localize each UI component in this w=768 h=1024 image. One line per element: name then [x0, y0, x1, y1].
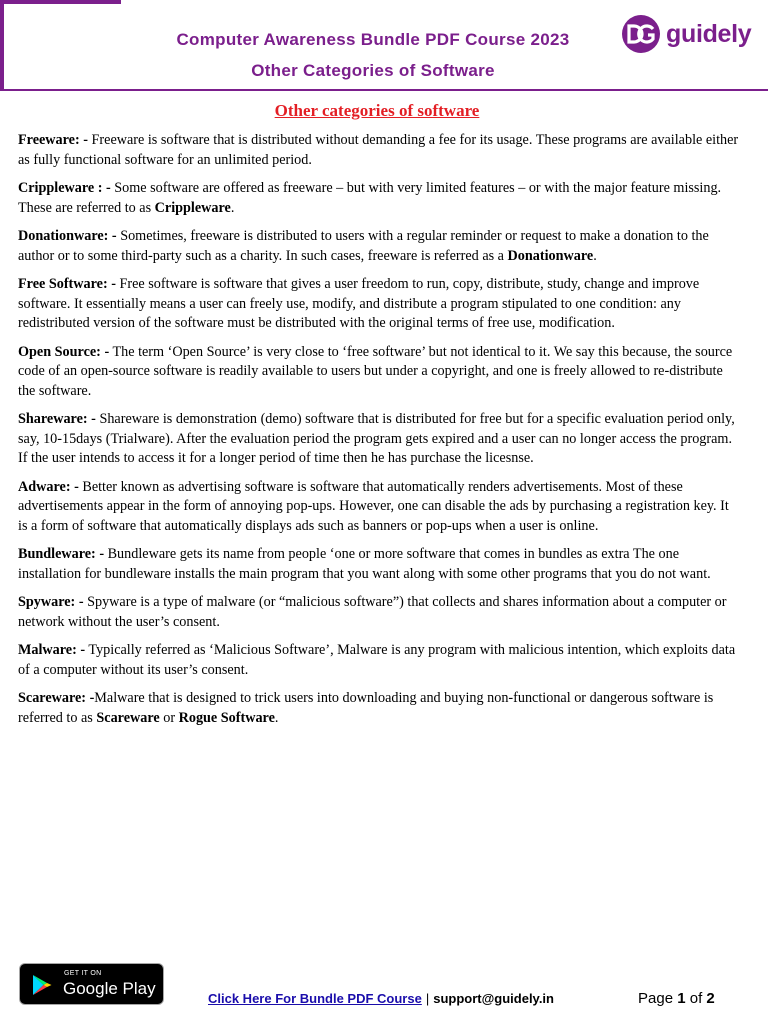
- definition-term: Free Software: -: [18, 276, 116, 292]
- footer-links: [208, 991, 554, 1006]
- definition-paragraph: [18, 641, 740, 680]
- emphasized-term: Donationware: [507, 247, 594, 264]
- google-play-badge[interactable]: [19, 963, 164, 1005]
- definition-paragraph: [18, 131, 740, 170]
- definition-text: Typically referred as ‘Malicious Software’, Malware is any program with malicious intention, which exploits data of a computer without its user’s consent.: [18, 642, 736, 678]
- header-corner-accent-horizontal: [0, 0, 121, 4]
- emphasized-term: Rogue Software: [178, 709, 275, 726]
- page-label: Page: [638, 990, 674, 1007]
- definition-text: Malware that is designed to trick users into downloading and buying non-functional or dangerous software is referred to as: [18, 690, 714, 726]
- definition-paragraph: [18, 275, 740, 334]
- definition-paragraph: [18, 227, 740, 266]
- badge-google-play: Google Play: [63, 979, 156, 998]
- definition-term: Shareware: -: [18, 411, 96, 427]
- guidely-logo[interactable]: [622, 15, 751, 53]
- definition-text: Spyware is a type of malware (or “malicious software”) that collects and shares information about a computer or network without the user’s consent.: [18, 594, 727, 630]
- definition-text: Some software are offered as freeware – but with very limited features – or with the major feature missing. These are referred to as: [18, 180, 722, 216]
- document-heading: Other categories of software: [274, 101, 480, 120]
- header-divider: [0, 89, 768, 91]
- dg-mark-icon: [626, 23, 656, 45]
- footer-separator: |: [425, 991, 430, 1006]
- definition-text: The term ‘Open Source’ is very close to ‘free software’ but not identical to it. We say this because, the source code of an open-source software is readily available to users but under a copyright, and one is freely allowed to re-distribute the software.: [18, 343, 733, 399]
- document-body: [18, 131, 740, 737]
- section-title: Other Categories of Software: [251, 61, 495, 80]
- definition-text: or: [159, 709, 179, 726]
- definition-text: .: [593, 247, 597, 264]
- definition-term: Scareware: -: [18, 690, 95, 706]
- definition-term: Donationware: -: [18, 228, 117, 244]
- guidely-logo-icon: [622, 15, 660, 53]
- page-current: 1: [677, 990, 686, 1007]
- definition-paragraph: [18, 179, 740, 218]
- definition-paragraph: [18, 593, 740, 632]
- definition-term: Spyware: -: [18, 594, 84, 610]
- definition-text: Freeware is software that is distributed without demanding a fee for its usage. These programs are available either as fully functional software for an unlimited period.: [18, 132, 739, 168]
- definition-paragraph: [18, 410, 740, 469]
- definition-paragraph: [18, 343, 740, 402]
- definition-text: .: [274, 709, 279, 726]
- definition-text: Free software is software that gives a user freedom to run, copy, distribute, study, change and improve software. It essentially means a user can freely use, modify, and distribute a program stipulated to one condition: any redistributed version of the software must be distributed with the original terms of free use, modification.: [18, 276, 700, 331]
- definition-paragraph: [18, 689, 740, 728]
- course-title: Computer Awareness Bundle PDF Course 2023: [176, 30, 570, 49]
- definition-text: Better known as advertising software is software that automatically renders advertisements. Most of these advertisements appear in the form of annoying pop-ups. However, one can disable the ads by purchasing a registration key. It is a form of software that automatically displays ads such as banners or pop-ups when a user is online.: [18, 478, 729, 534]
- page-of: of: [689, 990, 703, 1007]
- emphasized-term: Crippleware: [154, 199, 231, 216]
- definition-text: .: [230, 199, 235, 216]
- support-email[interactable]: support@guidely.in: [433, 991, 554, 1006]
- badge-get-it-on: GET IT ON: [64, 970, 102, 977]
- emphasized-term: Scareware: [96, 709, 160, 726]
- guidely-logo-text: guidely: [666, 19, 752, 48]
- google-play-icon: [30, 973, 54, 997]
- page-total: 2: [706, 990, 715, 1007]
- definition-term: Crippleware : -: [18, 180, 111, 196]
- bundle-pdf-link[interactable]: Click Here For Bundle PDF Course: [208, 991, 422, 1006]
- definition-text: Shareware is demonstration (demo) software that is distributed for free but for a specific evaluation period only, say, 10-15days (Trialware). After the evaluation period the program gets expired and a user can no longer access the program. If the user intends to access it for a longer period of time then he has purchase the licesnse.: [18, 411, 735, 466]
- definition-paragraph: [18, 478, 740, 537]
- definition-text: Sometimes, freeware is distributed to users with a regular reminder or request to make a donation to the author or to some third-party such as a charity. In such cases, freeware is referred as a: [18, 228, 709, 264]
- definition-term: Freeware: -: [18, 132, 88, 148]
- definition-term: Bundleware: -: [18, 546, 105, 562]
- page-number: [638, 990, 715, 1007]
- page-header: [0, 0, 768, 92]
- definition-term: Open Source: -: [18, 343, 110, 360]
- definition-term: Adware: -: [18, 478, 79, 495]
- definition-term: Malware: -: [18, 642, 86, 658]
- definition-text: Bundleware gets its name from people ‘one or more software that comes in bundles as extra The one installation for bundleware installs the main program that you want along with some other programs that you do not want.: [18, 546, 711, 582]
- definition-paragraph: [18, 545, 740, 584]
